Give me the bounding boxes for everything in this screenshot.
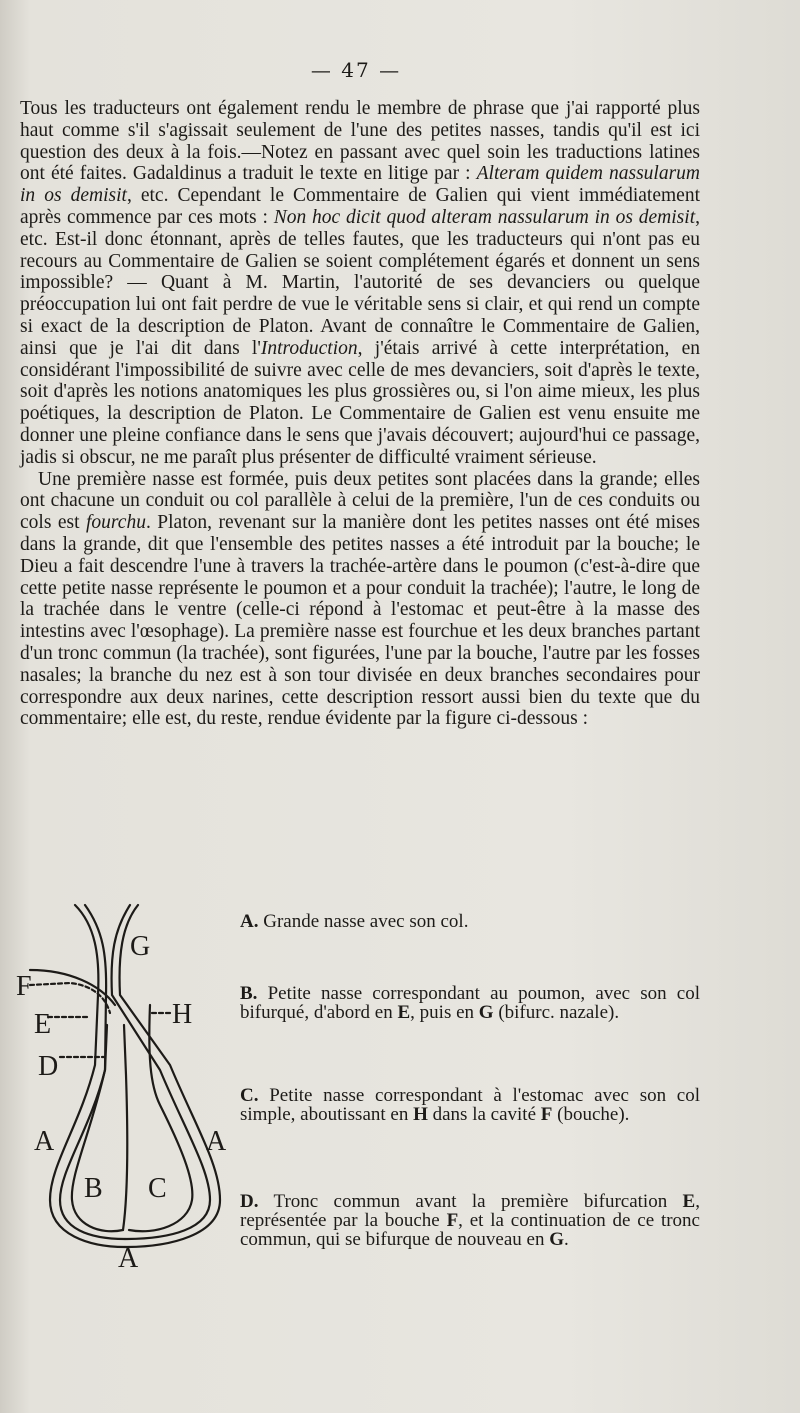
legend-key: D. — [240, 1191, 259, 1212]
label-d: D — [38, 1051, 59, 1082]
legend-text: dans la cavité — [427, 1104, 541, 1125]
legend-text: (bouche). — [552, 1104, 630, 1125]
legend-item-a — [240, 912, 700, 931]
label-f: F — [16, 971, 32, 1002]
text-run: Une première nasse est formée, puis deux petites sont placées dans la grande; elles ont chacune un conduit ou col parallèle à celui de la première, l'un de ces conduits ou cols est — [20, 468, 700, 534]
legend-key: B. — [240, 983, 258, 1004]
paragraph-2 — [20, 469, 700, 731]
legend-text: , puis en — [410, 1002, 479, 1023]
legend-ref: F — [540, 1104, 553, 1125]
legend-item-d — [240, 1192, 700, 1249]
legend-key: C. — [240, 1085, 259, 1106]
text-run: . Platon, revenant sur la manière dont les petites nasses ont été mises dans la grande, dit que l'ensemble des petites nasses a été introduit par la bouche; le Dieu a fait descendre l'une à travers la trachée-artère dans le poumon (c'est-à-dire que cette petite nasse représente le poumon et a pour conduit la trachée); l'autre, le long de la trachée dans le ventre (celle-ci répond à l'estomac et peut-être à la masse des intestins avec l'œsophage). La première nasse est fourchue et les deux branches partant d'un tronc commun (la trachée), sont figurées, l'une par la bouche, l'autre par les fosses nasales; la branche du nez est à son tour divisée en deux branches secondaires pour correspondre aux deux narines, cette description ressort aussi bien du texte que du commentaire; elle est, du reste, rendue évidente par la figure ci-dessous : — [20, 512, 701, 730]
legend-text: . — [563, 1229, 569, 1250]
nasse-diagram — [10, 895, 240, 1275]
legend-item-c — [240, 1086, 700, 1124]
italic-term: fourchu — [86, 512, 146, 534]
legend-key: A. — [240, 911, 259, 932]
legend-text: Petite nasse correspondant au poumon, avec son col bifurqué, d'abord en — [240, 983, 701, 1023]
label-e: E — [34, 1009, 52, 1040]
legend-text: (bifurc. nazale). — [493, 1002, 620, 1023]
italic-term: Introduction — [260, 337, 358, 359]
legend-text: , représentée par la bouche — [240, 1191, 700, 1231]
label-h: H — [172, 999, 193, 1030]
body-text — [20, 98, 700, 730]
label-b: B — [84, 1173, 103, 1204]
diagram-svg — [10, 895, 240, 1275]
label-g: G — [130, 931, 151, 962]
page-number: — 47 — — [310, 58, 402, 82]
legend-item-b — [240, 984, 700, 1022]
diagram-lines — [30, 905, 220, 1247]
latin-quote: Non hoc dicit quod alteram nassularum in os demisit — [273, 206, 696, 228]
label-a-bottom: A — [118, 1243, 139, 1274]
label-a-left: A — [34, 1126, 55, 1157]
legend-ref: E — [682, 1191, 696, 1212]
legend-ref: H — [413, 1104, 428, 1125]
legend-text: Grande nasse avec son col. — [263, 911, 469, 932]
text-run: , etc. Est-il donc étonnant, après de telles fautes, que les traducteurs qui n'ont pas eu recours au Commentaire de Galien se soient complétement égarés et donnent un sens impossible? — Quant à M. Martin, l'autorité de ses devanciers ou quelque préoccupation lui ont fait perdre de vue le véritable sens si clair, et qui rend un compte si exact de la description de Platon. Avant de connaître le Commentaire de Galien, ainsi que je l'ai dit dans l' — [20, 206, 700, 359]
legend-ref: G — [478, 1002, 494, 1023]
legend-ref: E — [397, 1002, 411, 1023]
legend-text: , et la continuation de ce tronc commun, qui se bifurque de nouveau en — [240, 1210, 700, 1250]
text-run: Tous les traducteurs ont également rendu le membre de phrase que j'ai rapporté plus haut comme s'il s'agissait seulement de l'une des petites nasses, tandis qu'il est ici question des deux à la fois.—Notez en passant avec quel soin les traductions latines ont été faites. Gadaldinus a traduit le texte en litige par : — [20, 98, 700, 185]
legend-ref: G — [549, 1229, 564, 1250]
label-a-right: A — [206, 1126, 227, 1157]
paragraph-1 — [20, 98, 700, 469]
latin-quote: Alteram quidem nassularum in os demisit — [20, 163, 700, 207]
text-run: , etc. Cependant le Commentaire de Galien qui vient immédiatement après commence par ces mots : — [20, 185, 700, 228]
legend-text: Tronc commun avant la première bifurcation — [273, 1191, 683, 1212]
legend-ref: F — [446, 1210, 459, 1231]
label-c: C — [148, 1173, 167, 1204]
text-run: , j'étais arrivé à cette interprétation, en considérant l'impossibilité de suivre avec celle de mes devanciers, soit d'après le texte, soit d'après les notions anatomiques les plus grossières ou, si l'on aime mieux, les plus poétiques, la description de Platon. Le Commentaire de Galien est venu ensuite me donner une pleine confiance dans le sens que j'avais découvert; aujourd'hui ce passage, jadis si obscur, ne me paraît plus présenter de difficulté vraiment sérieuse. — [20, 337, 700, 468]
legend-text: Petite nasse correspondant à l'estomac avec son col simple, aboutissant en — [240, 1085, 701, 1125]
